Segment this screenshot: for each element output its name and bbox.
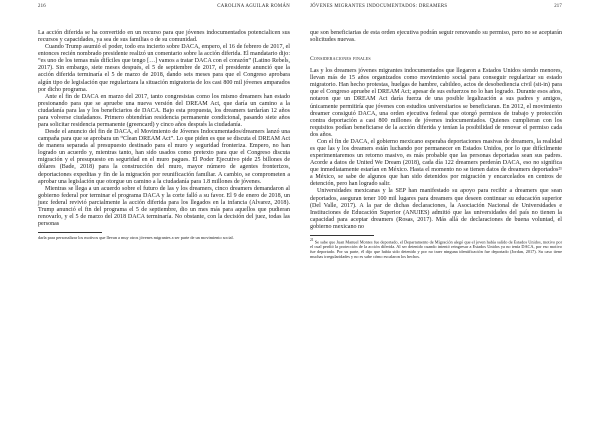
chapter-running-title: JÓVENES MIGRANTES INDOCUMENTADOS: DREAMERS bbox=[310, 4, 448, 9]
left-running-head bbox=[38, 4, 290, 30]
footnote-divider bbox=[310, 235, 374, 236]
paragraph: que son beneficiarias de esta orden ejecutiva podrán seguir renovando su permiso, pero no se aceptarán solicitudes nuevas. bbox=[310, 30, 562, 44]
paragraph: Con el fin de DACA, el gobierno mexicano esperaba deportaciones masivas de dreamers, la realidad es que las y los dreamers están luchando por permanecer en Estados Unidos, por lo que difícilmente experimentaremos un retorno masivo, es más probable que las personas deportadas sean sus padres. Acorde a datos de United We Dream (2018), cada día 122 dreamers perderán DACA, eso no significa que inmediatamente estarían en México. Hasta el momento no se tienen datos de dreamers deportados²¹ a México, se sabe de algunos que han sido detenidos por migración y encarcelados en centros de detención, pero han logrado salir. bbox=[310, 138, 562, 188]
footnote-continuation: darla para personalizar los motivos que llevan a muy otros jóvenes migrantes a ser parte de un movimiento social. bbox=[38, 235, 234, 241]
left-body-text bbox=[38, 30, 290, 228]
footnote-divider bbox=[38, 232, 102, 233]
paragraph: Universidades mexicanas y la SEP han manifestado su apoyo para recibir a dreamers que sean deportados, aseguran tener 100 mil lugares para dreamers que deseen continuar su educación superior (Del Valle, 2017). A la par de dichas declaraciones, la Asociación Nacional de Universidades e Instituciones de Educación Superior (ANUIES) admitió que las universidades del país no tienen la capacidad para aceptar dreamers (Rosas, 2017). Más allá de declaraciones de buena voluntad, el gobierno mexicano no bbox=[310, 188, 562, 230]
footnote-mark: 21 bbox=[310, 237, 314, 242]
section-heading: Consideraciones finales bbox=[310, 56, 371, 63]
footnote bbox=[310, 238, 562, 259]
footnote-text: Se sabe que Juan Manuel Montes fue deportado, el Departamento de Migración alegó que el joven había salido de Estados Unidos, motivo por el cual perdió la protección de la acción diferida. Al ser detenido cuando intentó reingresar a Estados Unidos ya no tenía DACA, por eso motivo fue deportado. Por su parte, él dijo que había sido detenido y por no traer ninguna identificación fue deportado (Jordan, 2017). Su caso tiene muchas irregularidades y no es sabe cómo escalaron los hechos. bbox=[310, 239, 562, 260]
paragraph: La acción diferida se ha convertido en un recurso para que jóvenes indocumentados potencialicen sus recursos y capacidades, ya sea de sus familias o de su comunidad. bbox=[38, 30, 290, 44]
paragraph: Las y los dreamers jóvenes migrantes indocumentados que llegaron a Estados Unidos siendo menores, llevan más de 15 años organizados como movimiento social para conseguir regularizar su estado migratorio. Han hecho protestas, huelgas de hambre, cabildeo, actos de desobediencia civil (sit-in) para que el Congreso apruebe el DREAM Act; apesar de sus esfuerzos no lo han logrado. Durante esos años, notaron que un DREAM Act daría fuerza de una posible legalización a sus padres y amigos, únicamente permitiría que jóvenes con estudios universitarios se beneficiaran. En 2012, el movimiento dreamer consiguió DACA, una orden ejecutiva federal que otorgó permisos de trabajo y protección contra deportación a casi 800 millones de jóvenes indocumentados. Quienes cumplieran con los requisitos podían beneficiarse de la acción diferida y tenían la posibilidad de renovar el permiso cada dos años. bbox=[310, 68, 562, 138]
paragraph: Ante el fin de DACA en marzo del 2017, tanto congresistas como los mismo dreamers han estado presionando para que se apruebe una nueva versión del DREAM Act, que daría un camino a la ciudadanía para las y los beneficiarios de DACA. Bajo esta propuesta, los dreamers tardarían 12 años para volverse ciudadanos. Primero obtendrían residencia permanente condicional, pasando siete años para solicitar residencia permanente (greencard) y cinco años después la ciudadanía. bbox=[38, 93, 290, 129]
author-running-title: CAROLINA AGUILAR ROMÁN bbox=[217, 4, 290, 9]
right-page bbox=[300, 0, 600, 431]
paragraph: Mientras se llega a un acuerdo sobre el futuro de las y los dreamers, cinco dreamers demandaron al gobierno federal por terminar el programa DACA y la corte falló a su favor. El 9 de enero de 2018, un juez federal revivió parcialmente la acción diferida para los llegados en la infancia (Alvarez, 2018). Trump anunció el fin del programa el 5 de septiembre, dio un mes más para aquellos que pudieran renovarlo, y el 5 de marzo del 2018 DACA terminaría. No obstante, con la decisión del juez, todas las personas bbox=[38, 185, 290, 228]
left-page-number: 216 bbox=[38, 4, 46, 9]
paragraph: Cuando Trump asumió el poder, todo era incierto sobre DACA, empero, el 16 de febrero de 2017, el entonces recién nombrado presidente realizó un comentario sobre la acción diferida. El mandatario dijo: “es uno de los temas más difíciles que tengo […] vamos a tratar DACA con el corazón” (Latino Rebels, 2017). Sin embargo, siete meses después, el 5 de septiembre de 2017, el presidente anunció que la acción diferida terminaría el 5 de marzo de 2018, dando seis meses para que el Congreso aprobara algún tipo de legislación que regularizara la situación migratoria de los casi 800 mil jóvenes amparados por dicho programa. bbox=[38, 44, 290, 93]
paragraph: Desde el anuncio del fin de DACA, el Movimiento de Jóvenes Indocumentados/dreamers lanzó una campaña para que se aprobara un “Clean DREAM Act”. Lo que piden es que se discuta el DREAM Act de manera separada al presupuesto destinado para el muro y seguridad fronteriza. Empero, no han logrado un acuerdo y, mientras tanto, han sido usados como pretexto para que el Congreso discuta migración y el presupuesto en seguridad en el muro pagues. El Poder Ejecutivo pide 25 billones de dólares (Bade, 2018) para la construcción del muro, mayor número de agentes fronterizos, deportaciones expeditas y fin de la migración por reunificación familiar. A cambio, se comprometen a aprobar una legislación que otorgue un camino a la ciudadanía para 1.8 millones de jóvenes. bbox=[38, 129, 290, 185]
right-running-head bbox=[310, 4, 562, 30]
right-page-number: 217 bbox=[554, 4, 562, 9]
right-body-text bbox=[310, 30, 562, 231]
